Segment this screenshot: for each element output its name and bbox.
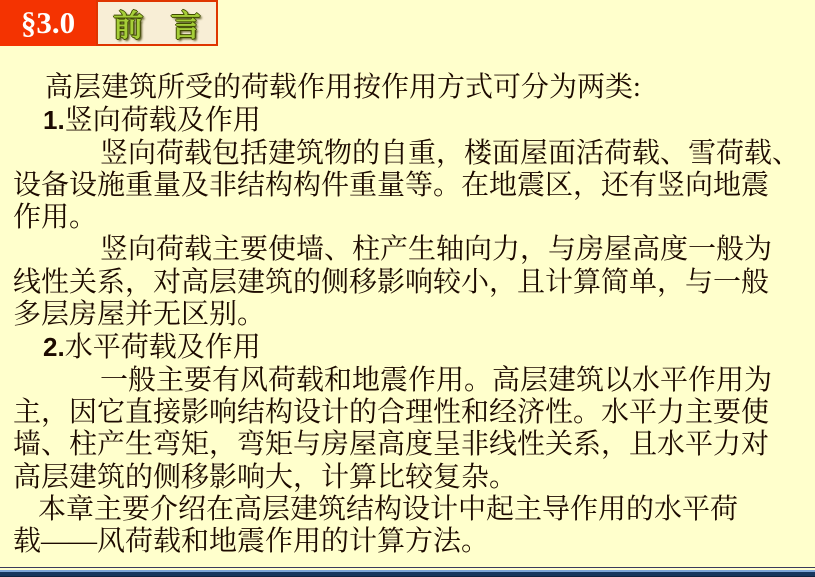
section-number: §3.0 [20,5,76,40]
bottom-border-decoration [0,567,815,577]
body-line [0,526,815,558]
body-line [0,494,815,526]
body-line [0,202,815,234]
section-number-badge [0,0,96,46]
body-text [0,72,815,558]
body-line [0,331,815,364]
body-line [0,104,815,137]
body-line-text: 墙、柱产生弯矩，弯矩与房屋高度呈非线性关系，且水平力对 [13,429,770,461]
body-line-text: 主，因它直接影响结构设计的合理性和经济性。水平力主要使 [13,396,770,428]
list-number: 1. [43,105,65,136]
body-line-text: 一般主要有风荷载和地震作用。高层建筑以水平作用为 [100,364,773,396]
body-line-text: 本章主要介绍在高层建筑结构设计中起主导作用的水平荷 [38,493,739,525]
body-line-text: 竖向荷载包括建筑物的自重，楼面屋面活荷载、雪荷载、 [100,137,801,169]
body-line-text: 设备设施重量及非结构构件重量等。在地震区，还有竖向地震 [13,169,770,201]
body-line [0,170,815,202]
body-line-text: 高层建筑的侧移影响大，计算比较复杂。 [13,461,518,493]
body-line [0,138,815,170]
body-line-text: 作用。 [13,202,98,234]
body-line [0,267,815,299]
body-line-text: 竖向荷载及作用 [64,105,261,137]
body-line [0,429,815,461]
body-line-text: 水平荷载及作用 [64,332,261,364]
list-number: 2. [43,332,65,363]
page-title: 前 言 [113,10,211,43]
body-line [0,234,815,266]
body-line-text: 载——风荷载和地震作用的计算方法。 [13,526,490,558]
body-line-text: 高层建筑所受的荷载作用按作用方式可分为两类: [45,72,641,103]
body-line [0,299,815,331]
body-line-text: 多层房屋并无区别。 [13,299,266,331]
slide-title-box [96,0,218,46]
slide-header [0,0,218,46]
body-line [0,397,815,429]
footer-navy-bar [0,572,815,577]
body-line [0,365,815,397]
body-line [0,72,815,104]
body-line-text: 线性关系，对高层建筑的侧移影响较小，且计算简单，与一般 [13,266,770,298]
body-line [0,462,815,494]
body-line-text: 竖向荷载主要使墙、柱产生轴向力，与房屋高度一般为 [100,234,773,266]
